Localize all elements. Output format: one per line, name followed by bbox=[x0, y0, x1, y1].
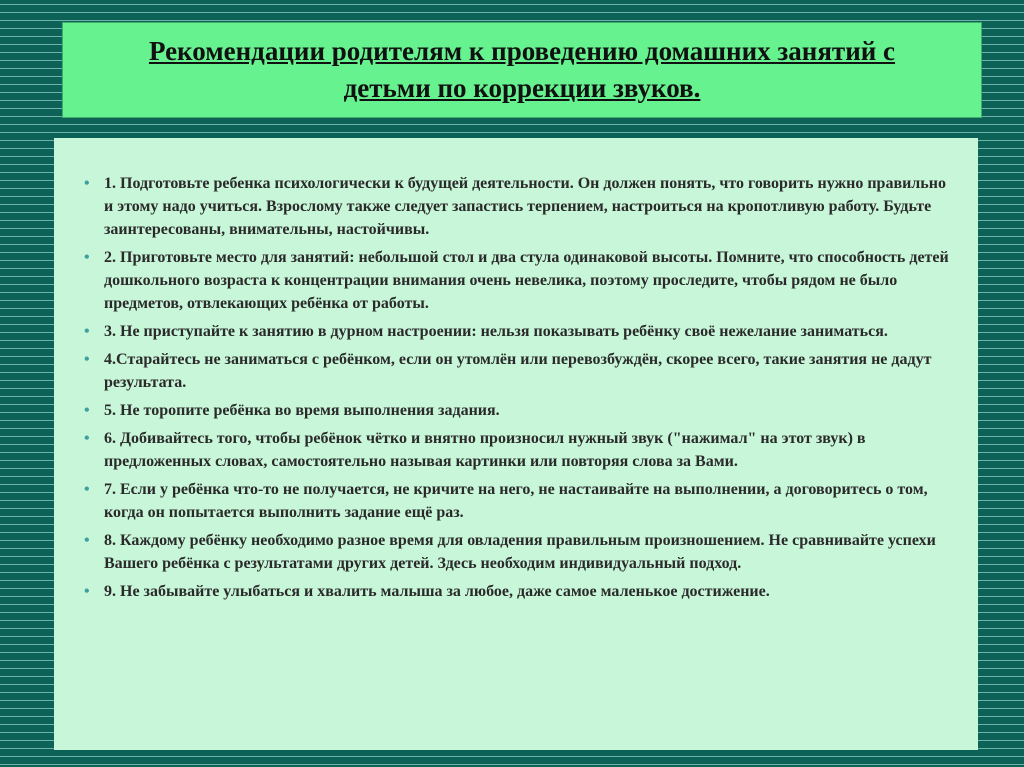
list-item bbox=[84, 172, 958, 241]
slide-title: Рекомендации родителям к проведению домашних занятий с детьми по коррекции звуков. bbox=[148, 36, 896, 103]
list-item-text: 1. Подготовьте ребенка психологически к будущей деятельности. Он должен понять, что говорить нужно правильно и этому надо учиться. Взрослому также следует запастись терпением, настроиться на кропотливую работу. Будьте заинтересованы, внимательны, настойчивы. bbox=[104, 175, 946, 238]
list-item bbox=[84, 427, 958, 473]
bullet-icon: • bbox=[84, 323, 90, 340]
list-item-text: 3. Не приступайте к занятию в дурном настроении: нельзя показывать ребёнку своё нежелание заниматься. bbox=[104, 323, 888, 340]
list-item bbox=[84, 246, 958, 315]
bullet-icon: • bbox=[84, 481, 90, 498]
list-item bbox=[84, 580, 958, 603]
content-box bbox=[54, 138, 978, 750]
list-item-text: 5. Не торопите ребёнка во время выполнения задания. bbox=[104, 402, 500, 419]
bullet-icon: • bbox=[84, 402, 90, 419]
bullet-icon: • bbox=[84, 583, 90, 600]
list-item bbox=[84, 320, 958, 343]
list-item bbox=[84, 529, 958, 575]
recommendation-list bbox=[84, 172, 958, 603]
list-item-text: 7. Если у ребёнка что-то не получается, не кричите на него, не настаивайте на выполнении, а договоритесь о том, когда он попытается выполнить задание ещё раз. bbox=[104, 481, 928, 521]
list-item bbox=[84, 348, 958, 394]
list-item-text: 4.Старайтесь не заниматься с ребёнком, если он утомлён или перевозбуждён, скорее всего, такие занятия не дадут результата. bbox=[104, 351, 932, 391]
list-item-text: 9. Не забывайте улыбаться и хвалить малыша за любое, даже самое маленькое достижение. bbox=[104, 583, 770, 600]
bullet-icon: • bbox=[84, 175, 90, 192]
bullet-icon: • bbox=[84, 532, 90, 549]
list-item-text: 6. Добивайтесь того, чтобы ребёнок чётко и внятно произносил нужный звук ("нажимал" на этот звук) в предложенных словах, самостоятельно называя картинки или повторяя слова за Вами. bbox=[104, 430, 866, 470]
bullet-icon: • bbox=[84, 249, 90, 266]
list-item bbox=[84, 399, 958, 422]
bullet-icon: • bbox=[84, 351, 90, 368]
list-item bbox=[84, 478, 958, 524]
bullet-icon: • bbox=[84, 430, 90, 447]
list-item-text: 2. Приготовьте место для занятий: небольшой стол и два стула одинаковой высоты. Помните, что способность детей дошкольного возраста к концентрации внимания очень невелика, поэтому проследите, чтобы рядом не было предметов, отвлекающих ребёнка от работы. bbox=[104, 249, 949, 312]
title-box bbox=[62, 22, 982, 118]
list-item-text: 8. Каждому ребёнку необходимо разное время для овладения правильным произношением. Не сравнивайте успехи Вашего ребёнка с результатами других детей. Здесь необходим индивидуальный подход. bbox=[104, 532, 936, 572]
